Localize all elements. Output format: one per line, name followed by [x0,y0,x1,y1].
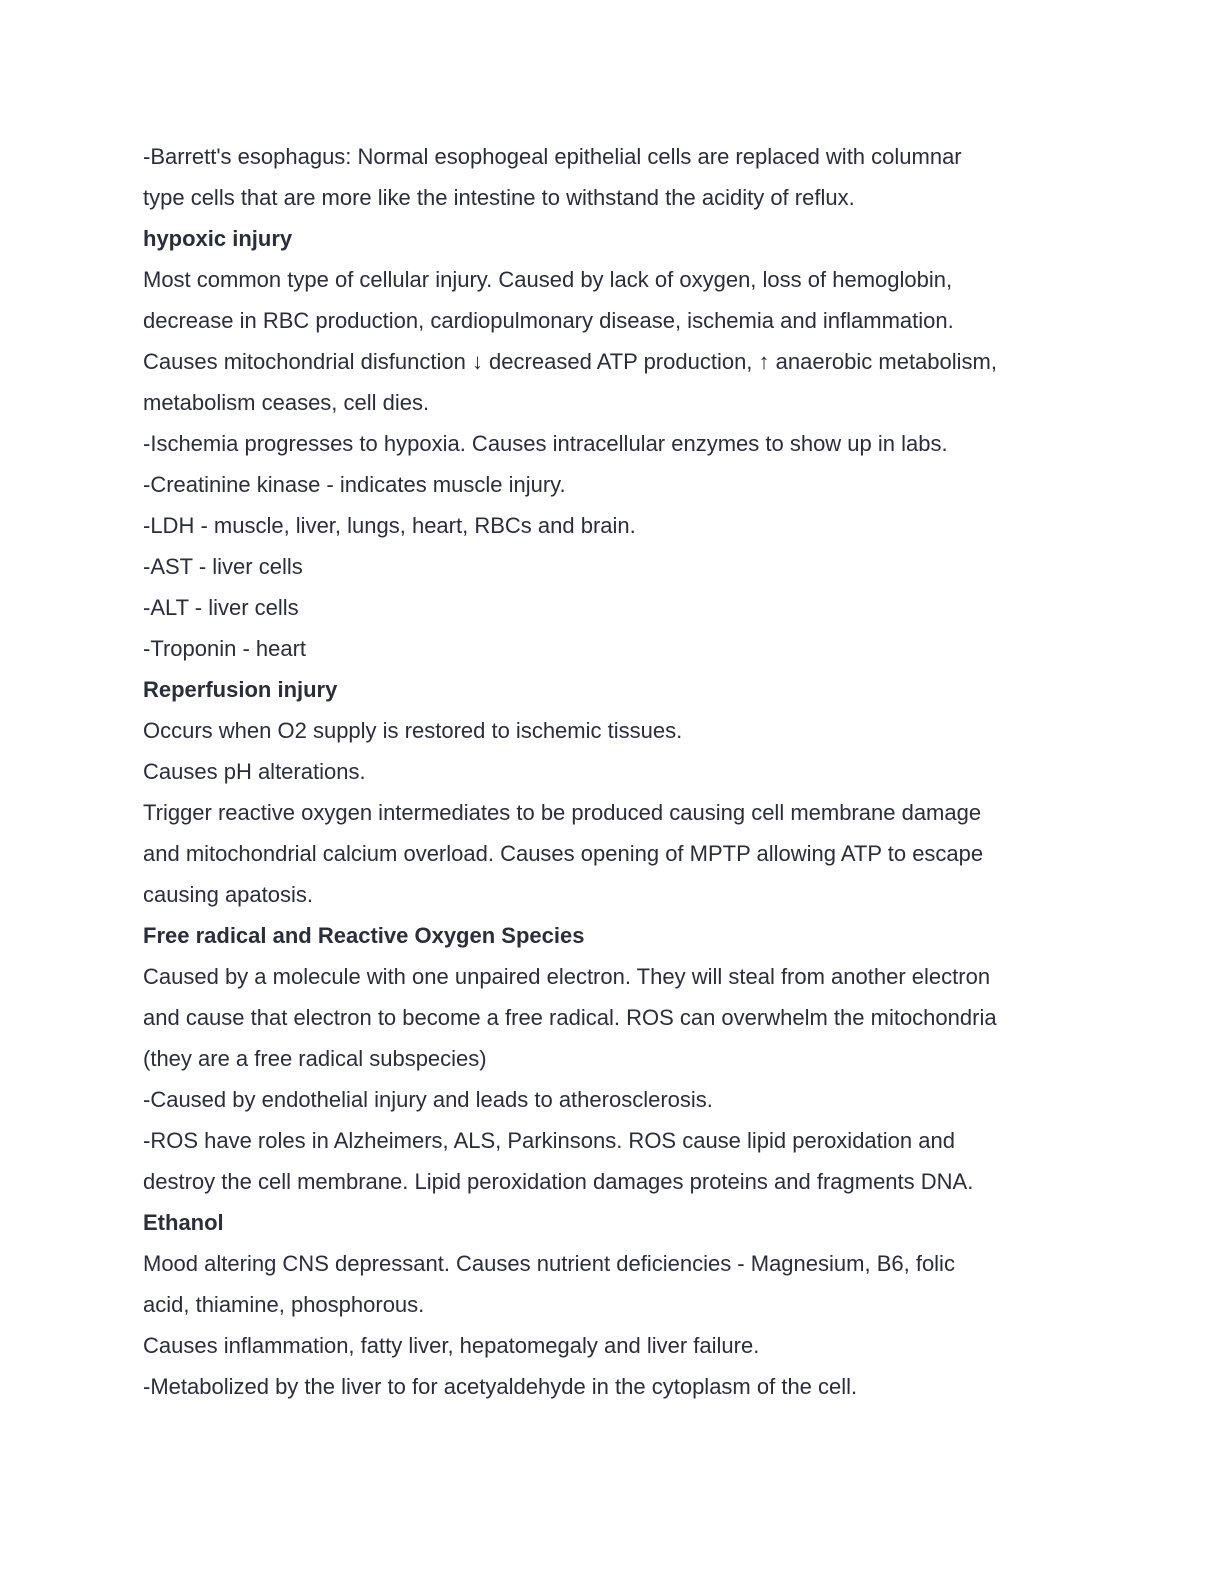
text-line: -Barrett's esophagus: Normal esophogeal epithelial cells are replaced with columnar [143,144,962,169]
text-line: Caused by a molecule with one unpaired electron. They will steal from another electron [143,964,991,989]
text-line: Causes mitochondrial disfunction ↓ decreased ATP production, ↑ anaerobic metabolism, [143,349,997,374]
text-line: Causes inflammation, fatty liver, hepatomegaly and liver failure. [143,1333,760,1358]
text-line: type cells that are more like the intestine to withstand the acidity of reflux. [143,185,855,210]
text-line: -Caused by endothelial injury and leads to atherosclerosis. [143,1087,713,1112]
text-line: -LDH - muscle, liver, lungs, heart, RBCs and brain. [143,513,636,538]
text-line: Mood altering CNS depressant. Causes nutrient deficiencies - Magnesium, B6, folic [143,1251,955,1276]
text-line: -AST - liver cells [143,554,303,579]
text-line: Most common type of cellular injury. Caused by lack of oxygen, loss of hemoglobin, [143,267,953,292]
text-line: decrease in RBC production, cardiopulmonary disease, ischemia and inflammation. [143,308,954,333]
text-line: -Creatinine kinase - indicates muscle injury. [143,472,566,497]
section-heading-reperfusion-injury: Reperfusion injury [143,677,338,702]
text-line: causing apatosis. [143,882,313,907]
text-line: acid, thiamine, phosphorous. [143,1292,425,1317]
text-line: -ROS have roles in Alzheimers, ALS, Parkinsons. ROS cause lipid peroxidation and [143,1128,955,1153]
text-line: (they are a free radical subspecies) [143,1046,487,1071]
text-line: metabolism ceases, cell dies. [143,390,430,415]
section-heading-ethanol: Ethanol [143,1210,224,1235]
text-line: -Ischemia progresses to hypoxia. Causes intracellular enzymes to show up in labs. [143,431,948,456]
text-line: -ALT - liver cells [143,595,299,620]
text-line: Occurs when O2 supply is restored to ischemic tissues. [143,718,683,743]
text-line: Trigger reactive oxygen intermediates to be produced causing cell membrane damage [143,800,982,825]
text-line: and mitochondrial calcium overload. Causes opening of MPTP allowing ATP to escape [143,841,984,866]
text-line: Causes pH alterations. [143,759,366,784]
text-line: destroy the cell membrane. Lipid peroxidation damages proteins and fragments DNA. [143,1169,974,1194]
text-line: -Metabolized by the liver to for acetyaldehyde in the cytoplasm of the cell. [143,1374,858,1399]
section-heading-free-radical: Free radical and Reactive Oxygen Species [143,923,585,948]
text-line: and cause that electron to become a free radical. ROS can overwhelm the mitochondria [143,1005,997,1030]
document-page [143,136,1083,1407]
section-heading-hypoxic-injury: hypoxic injury [143,226,293,251]
text-line: -Troponin - heart [143,636,307,661]
